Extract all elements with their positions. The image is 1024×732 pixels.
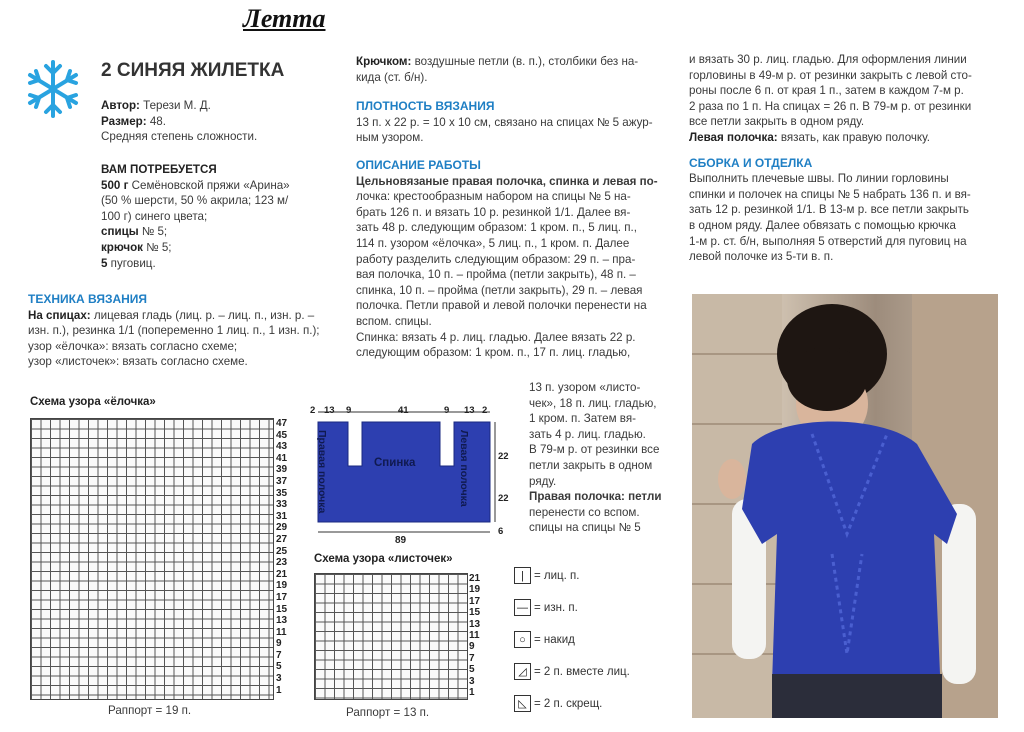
work-narrow-line: петли закрыть в одном bbox=[529, 458, 653, 472]
model-photo-illustration bbox=[692, 294, 998, 718]
work-narrow-column bbox=[529, 380, 669, 536]
crochet-label: Крючком: bbox=[356, 55, 412, 68]
pattern-title: 2 СИНЯЯ ЖИЛЕТКА bbox=[101, 60, 285, 81]
assembly-line: зать 12 р. резинкой 1/1. В 13-м р. все петли закрыть bbox=[689, 203, 969, 217]
legend-text: = 2 п. вместе лиц. bbox=[534, 666, 630, 678]
legend-text: = накид bbox=[534, 634, 575, 646]
legend-item bbox=[514, 663, 630, 695]
chart-row-number: 9 bbox=[276, 638, 282, 650]
right-line: и вязать 30 р. лиц. гладью. Для оформления линии bbox=[689, 53, 967, 66]
assembly-line: Выполнить плечевые швы. По линии горловины bbox=[689, 172, 949, 186]
chart1-repeat: Раппорт = 19 п. bbox=[108, 704, 192, 717]
work-narrow-line: чек», 18 п. лиц. гладью, bbox=[529, 396, 657, 410]
diagram-top-dim: 41 bbox=[398, 405, 409, 416]
technique-needles-label: На спицах: bbox=[28, 308, 91, 322]
chart-row-number: 9 bbox=[469, 641, 475, 653]
diagram-top-dim: 9 bbox=[346, 405, 352, 416]
needs-heading: ВАМ ПОТРЕБУЕТСЯ bbox=[101, 163, 217, 176]
technique-line-2: изн. п.), резинка 1/1 (попеременно 1 лиц. п., 1 изн. п.); bbox=[28, 324, 320, 338]
legend-item bbox=[514, 631, 630, 663]
chart-row-number: 21 bbox=[469, 573, 481, 584]
chart-row-number: 25 bbox=[276, 545, 288, 557]
chart-row-number: 5 bbox=[469, 664, 475, 676]
chart-legend bbox=[514, 567, 630, 727]
magazine-masthead: Летта bbox=[243, 4, 326, 33]
needles-value: № 5; bbox=[138, 225, 168, 239]
chart1-row-numbers bbox=[276, 418, 296, 696]
size-label: Размер: bbox=[101, 114, 147, 128]
chart-row-number: 35 bbox=[276, 487, 288, 499]
chart-row-number: 11 bbox=[276, 626, 287, 638]
chart-row-number: 17 bbox=[469, 595, 481, 607]
buttons-count: 5 bbox=[101, 256, 108, 270]
chart-row-number: 7 bbox=[276, 649, 282, 661]
density-line-2: ным узором. bbox=[356, 131, 424, 145]
diagram-top-dim: 2 bbox=[482, 405, 488, 416]
work-line: зать 48 р. следующим образом: 1 кром. п., 5 лиц. п., bbox=[356, 221, 637, 235]
legend-item bbox=[514, 567, 630, 599]
yarn-composition: (50 % шерсти, 50 % акрила; 123 м/ bbox=[101, 194, 289, 208]
needles-line bbox=[101, 224, 336, 240]
chart-row-number: 7 bbox=[469, 652, 475, 664]
needs-block bbox=[101, 162, 336, 271]
assembly-line: 1-м р. ст. б/н, выполняя 5 отверстий для пуговиц на bbox=[689, 234, 967, 248]
work-narrow-line: ряду. bbox=[529, 474, 557, 488]
chart-row-number: 33 bbox=[276, 499, 288, 511]
chart2-row-numbers bbox=[469, 573, 489, 698]
technique-heading: ТЕХНИКА ВЯЗАНИЯ bbox=[28, 292, 148, 306]
chart-row-number: 21 bbox=[276, 568, 288, 580]
author-line bbox=[101, 98, 331, 114]
chart-row-number: 43 bbox=[276, 441, 288, 453]
work-narrow-line: спицы на спицы № 5 bbox=[529, 521, 641, 535]
legend-item bbox=[514, 695, 630, 727]
legend-text: = 2 п. скрещ. bbox=[534, 698, 603, 710]
technique-line-1 bbox=[28, 308, 348, 324]
diagram-right-dim: 6 bbox=[498, 526, 504, 537]
chart-row-number: 19 bbox=[469, 584, 481, 596]
model-photo bbox=[692, 294, 998, 718]
diagram-top-dim: 13 bbox=[324, 405, 335, 416]
legend-symbol-icon: | bbox=[514, 567, 531, 584]
legend-item bbox=[514, 599, 630, 631]
diagram-top-dim: 13 bbox=[464, 405, 475, 416]
buttons-label: пуговиц. bbox=[107, 256, 156, 270]
right-lines bbox=[689, 52, 1001, 130]
chart-row-number: 15 bbox=[276, 603, 288, 615]
work-line: 114 п. узором «ёлочка», 5 лиц. п., 1 кром. п. Далее bbox=[356, 236, 630, 250]
chart-row-number: 13 bbox=[276, 615, 288, 627]
legend-symbol-icon: — bbox=[514, 599, 531, 616]
legend-text: = изн. п. bbox=[534, 602, 578, 614]
hook-value: № 5; bbox=[142, 240, 172, 254]
chart-row-number: 19 bbox=[276, 580, 288, 592]
chart-row-number: 45 bbox=[276, 429, 288, 441]
diagram-top-dim: 2 bbox=[310, 405, 316, 416]
legend-text: = лиц. п. bbox=[534, 570, 580, 582]
diagram-left-front-label: Левая полочка bbox=[458, 430, 470, 507]
diagram-top-dim: 9 bbox=[444, 405, 450, 416]
chart-row-number: 13 bbox=[469, 618, 481, 630]
chart-row-number: 31 bbox=[276, 510, 288, 522]
work-line: спинка, 10 п. – пройма (петли закрыть), 29 п. – левая bbox=[356, 283, 643, 297]
chart1-caption: Схема узора «ёлочка» bbox=[30, 396, 156, 408]
chart1-grid bbox=[30, 418, 274, 700]
chart-row-number: 27 bbox=[276, 533, 288, 545]
chart-row-number: 15 bbox=[469, 607, 481, 619]
chart-row-number: 17 bbox=[276, 591, 288, 603]
diagram-right-front-label: Правая полочка bbox=[316, 430, 328, 514]
chart-row-number: 1 bbox=[469, 686, 475, 698]
right-line: 2 раза по 1 п. На спицах = 26 п. В 79-м р. от резинки bbox=[689, 99, 972, 113]
chart-row-number: 5 bbox=[276, 661, 282, 673]
yarn-name: Семёновской пряжи «Арина» bbox=[128, 178, 290, 192]
work-narrow-line: 13 п. узором «листо- bbox=[529, 381, 641, 394]
diagram-right-dim: 22 bbox=[498, 451, 509, 462]
density-line-1: 13 п. х 22 р. = 10 х 10 см, связано на спицах № 5 ажур- bbox=[356, 115, 653, 129]
work-line: Цельновязаные правая полочка, спинка и левая по- bbox=[356, 174, 658, 188]
right-line: горловины в 49-м р. от резинки закрыть с левой сто- bbox=[689, 68, 972, 82]
yarn-amount: 500 г bbox=[101, 178, 129, 192]
snowflake-icon bbox=[24, 58, 82, 120]
buttons-line bbox=[101, 256, 336, 272]
diagram-right-dim: 22 bbox=[498, 493, 509, 504]
work-lines bbox=[356, 174, 668, 361]
yarn-color: 100 г) синего цвета; bbox=[101, 209, 208, 223]
chart-row-number: 3 bbox=[276, 673, 282, 685]
right-line: все петли закрыть в одном ряду. bbox=[689, 115, 865, 129]
legend-symbol-icon: ○ bbox=[514, 631, 531, 648]
difficulty: Средняя степень сложности. bbox=[101, 130, 258, 144]
needles-label: спицы bbox=[101, 225, 139, 239]
assembly-heading: СБОРКА И ОТДЕЛКА bbox=[689, 155, 813, 170]
technique-line-4: узор «листочек»: вязать согласно схеме. bbox=[28, 355, 248, 369]
work-line: следующим образом: 1 кром. п., 17 п. лиц. гладью, bbox=[356, 346, 631, 360]
chart-row-number: 47 bbox=[276, 418, 288, 429]
work-line: вая полочка, 10 п. – пройма (петли закрыть), 48 п. – bbox=[356, 268, 636, 282]
author-value: Терези М. Д. bbox=[143, 99, 211, 112]
chart-row-number: 1 bbox=[276, 684, 282, 696]
technique-line-3: узор «ёлочка»: вязать согласно схеме; bbox=[28, 339, 238, 353]
author-label: Автор: bbox=[101, 99, 140, 112]
yarn-line bbox=[101, 178, 336, 194]
chart2-caption: Схема узора «листочек» bbox=[314, 553, 453, 565]
right-line: роны после 6 п. от края 1 п., затем в каждом 7-м р. bbox=[689, 84, 964, 98]
hook-line bbox=[101, 240, 336, 256]
chart-row-number: 11 bbox=[469, 629, 480, 641]
legend-symbol-icon: ◿ bbox=[514, 663, 531, 680]
diagram-right-dimensions bbox=[498, 436, 509, 544]
right-column bbox=[689, 52, 1001, 265]
work-line: Спинка: вязать 4 р. лиц. гладью. Далее вязать 22 р. bbox=[356, 330, 636, 344]
work-narrow-line: Правая полочка: петли bbox=[529, 490, 662, 504]
chart-row-number: 3 bbox=[469, 675, 475, 687]
chart-row-number: 29 bbox=[276, 522, 288, 534]
left-front-line bbox=[689, 130, 1001, 146]
work-line: работу разделить следующим образом: 29 п. – пра- bbox=[356, 252, 636, 266]
assembly-lines bbox=[689, 171, 1001, 265]
chart-row-number: 37 bbox=[276, 475, 288, 487]
work-narrow-line: В 79-м р. от резинки все bbox=[529, 443, 660, 457]
diagram-bottom-dimension: 89 bbox=[395, 535, 407, 546]
assembly-line: в одном ряду. Далее обвязать с помощью крючка bbox=[689, 218, 956, 232]
size-value: 48. bbox=[149, 114, 166, 128]
crochet-line-1-text: воздушные петли (в. п.), столбики без на- bbox=[411, 55, 639, 68]
technique-line-1-text: лицевая гладь (лиц. р. – лиц. п., изн. р. – bbox=[90, 308, 315, 322]
meta-block bbox=[101, 98, 331, 145]
crochet-line-2: кида (ст. б/н). bbox=[356, 70, 428, 84]
assembly-line: левой полочке из 5-ти в. п. bbox=[689, 250, 834, 264]
chart-row-number: 39 bbox=[276, 464, 288, 476]
work-narrow-line: 1 кром. п. Затем вя- bbox=[529, 412, 636, 426]
chart2-grid bbox=[314, 573, 468, 700]
diagram-back-label: Спинка bbox=[374, 457, 416, 469]
work-line: полочка. Петли правой и левой полочки перенести на bbox=[356, 299, 647, 313]
hook-label: крючок bbox=[101, 240, 143, 254]
work-narrow-line: перенести со вспом. bbox=[529, 505, 640, 519]
legend-symbol-icon: ◺ bbox=[514, 695, 531, 712]
crochet-line-1 bbox=[356, 54, 668, 70]
middle-column bbox=[356, 54, 668, 361]
left-front-label: Левая полочка: bbox=[689, 130, 778, 144]
density-heading: ПЛОТНОСТЬ ВЯЗАНИЯ bbox=[356, 99, 495, 114]
left-front-text: вязать, как правую полочку. bbox=[777, 130, 930, 144]
chart-row-number: 41 bbox=[276, 452, 288, 464]
size-line bbox=[101, 114, 331, 130]
assembly-line: спинки и полочек на спицы № 5 набрать 136 п. и вя- bbox=[689, 187, 971, 201]
garment-diagram bbox=[310, 402, 522, 550]
work-line: брать 126 п. и вязать 10 р. резинкой 1/1. Далее вя- bbox=[356, 205, 631, 219]
chart-row-number: 23 bbox=[276, 557, 288, 569]
technique-block bbox=[28, 292, 348, 370]
work-narrow-line: зать 4 р. лиц. гладью. bbox=[529, 427, 646, 441]
chart2-repeat: Раппорт = 13 п. bbox=[346, 706, 430, 719]
work-line: вспом. спицы. bbox=[356, 314, 432, 328]
work-line: лочка: крестообразным набором на спицы № 5 на- bbox=[356, 190, 631, 204]
work-heading: ОПИСАНИЕ РАБОТЫ bbox=[356, 157, 481, 172]
